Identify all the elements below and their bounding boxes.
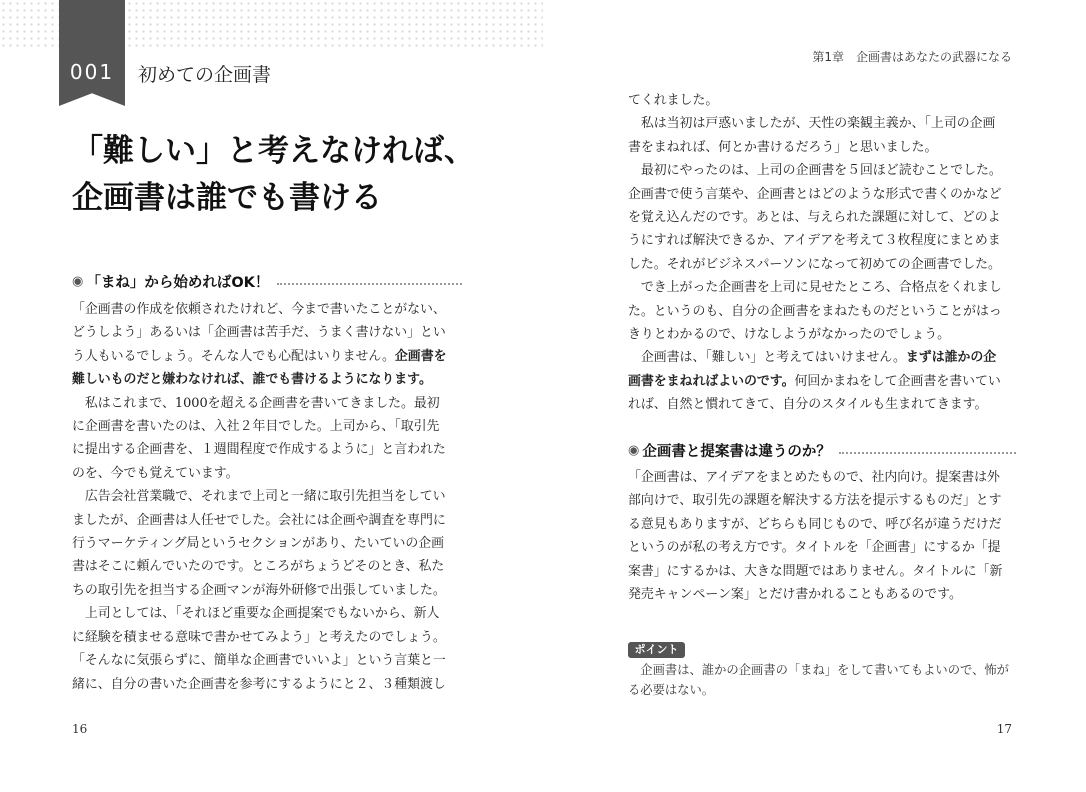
text-segment: ちの取引先を担当する企画マンが海外研修で出張していました。: [72, 582, 446, 598]
chapter-title-line-1: 「難しい」と考えなければ、: [72, 133, 475, 169]
text-segment: た。というのも、自分の企画書をまねたものだということがはっ: [628, 303, 1002, 319]
text-segment: した。それがビジネスパーソンになって初めての企画書でした。: [628, 256, 1001, 272]
text-line: [72, 438, 446, 461]
section-title: 初めての企画書: [138, 64, 272, 86]
text-segment: 書はそこに頼んでいたのです。ところがちょうどそのとき、私た: [72, 559, 445, 575]
right-body-text-2: [628, 466, 1002, 606]
text-line: [628, 536, 1002, 559]
circled-dot-icon: ◉: [628, 443, 640, 458]
text-segment: 「企画書は、アイデアをまとめたもので、社内向け。提案書は外: [628, 470, 1000, 485]
text-line: [628, 513, 1002, 536]
text-segment: を覚え込んだのです。あとは、与えられた課題に対して、どのよ: [628, 210, 1001, 226]
text-segment: る意見もありますが、どちらも同じもので、呼び名が違うだけだ: [628, 516, 1002, 532]
left-body-text: [72, 298, 446, 696]
text-line: [628, 300, 1002, 323]
page-number-right: 17: [996, 722, 1012, 736]
text-line: [628, 136, 1002, 159]
subheading-text: 企画書と提案書は違うのか？: [642, 444, 831, 460]
text-segment: 広告会社営業職で、それまで上司と一緒に取引先担当をしてい: [72, 489, 446, 505]
text-segment: 部向けで、取引先の課題を解決する方法を提示するものだ」とす: [628, 493, 1002, 509]
point-badge: ポイント: [628, 642, 685, 658]
text-segment: う人もいるでしょう。そんな人でも心配はいりません。: [72, 348, 395, 364]
text-line: [72, 555, 446, 578]
text-line: [628, 253, 1002, 276]
text-line: [72, 368, 446, 391]
text-line: [628, 370, 1002, 393]
text-segment: に企画書を書いたのは、入社２年目でした。上司から、「取引先: [72, 419, 440, 435]
text-line: [72, 392, 446, 415]
point-line: る必要はない。: [628, 683, 715, 697]
right-body-text-1: [628, 89, 1002, 417]
text-segment: ましたが、企画書は人任せでした。会社には企画や調査を専門に: [72, 512, 446, 528]
text-line: [628, 112, 1002, 135]
running-head: 第1章 企画書はあなたの武器になる: [812, 50, 1012, 64]
dotted-leader: [839, 452, 1016, 454]
text-segment: 企画書で使う言葉や、企画書とはどのような形式で書くのかなど: [628, 186, 1002, 202]
text-line: [72, 509, 446, 532]
section-ribbon: [59, 0, 125, 106]
text-line: [72, 532, 446, 555]
text-segment: に経験を積ませる意味で書かせてみよう」と考えたのでしょう。: [72, 629, 446, 645]
text-segment: 「そんなに気張らずに、簡単な企画書でいいよ」という言葉と一: [72, 653, 446, 669]
text-segment: のを、今でも覚えています。: [72, 465, 239, 481]
text-segment: 何回かまねをして企画書を書いてい: [794, 373, 1001, 389]
text-line: [72, 602, 446, 625]
emphasis-text: 画書をまねればよいのです。: [628, 373, 795, 389]
text-line: [628, 489, 1002, 512]
text-line: [628, 346, 1002, 369]
text-line: [72, 298, 446, 321]
chapter-title-line-2: 企画書は誰でも書ける: [72, 180, 382, 216]
emphasis-text: 企画書を: [394, 348, 447, 364]
text-segment: 発売キャンペーン案」とだけ書かれることもあるのです。: [628, 587, 962, 603]
text-line: [72, 415, 446, 438]
text-line: [72, 345, 446, 368]
text-segment: どうしよう」あるいは「企画書は苦手だ、うまく書けない」とい: [72, 325, 446, 341]
text-segment: でき上がった企画書を上司に見せたところ、合格点をくれまし: [628, 280, 1002, 296]
chapter-title: [72, 128, 502, 222]
dotted-leader: [277, 283, 462, 285]
text-line: [628, 276, 1002, 299]
text-line: [628, 206, 1002, 229]
text-line: [628, 89, 1002, 112]
text-line: [72, 626, 446, 649]
section-number: 001: [69, 60, 115, 84]
text-segment: 緒に、自分の書いた企画書を参考にするようにと２、３種類渡し: [72, 676, 446, 692]
text-segment: 行うマーケティング局というセクションがあり、たいていの企画: [72, 536, 445, 552]
text-segment: てくれました。: [628, 93, 719, 108]
text-line: [72, 485, 446, 508]
text-line: [72, 579, 446, 602]
text-line: [628, 393, 1002, 416]
point-text: [628, 660, 1009, 700]
text-segment: うにすれば解決できるか、アイデアを考えて３枚程度にまとめま: [628, 233, 1001, 249]
subheading-kikaku-teian: [628, 440, 1016, 461]
text-segment: というのが私の考え方です。タイトルを「企画書」にするか「提: [628, 540, 1001, 556]
subheading-text: 「まね」から始めればOK！: [86, 275, 270, 291]
page-number-left: 16: [72, 722, 88, 736]
text-segment: 最初にやったのは、上司の企画書を５回ほど読むことでした。: [628, 163, 1002, 179]
text-line: [628, 466, 1002, 489]
point-line: 企画書は、誰かの企画書の「まね」をして書いてもよいので、怖が: [628, 663, 1009, 677]
text-segment: 上司としては、「それほど重要な企画提案でもないから、新人: [72, 606, 440, 622]
text-segment: 書をまねれば、何とか書けるだろう」と思いました。: [628, 139, 938, 155]
text-segment: 私は当初は戸惑いましたが、天性の楽観主義か、「上司の企画: [628, 116, 996, 132]
text-line: [628, 183, 1002, 206]
text-segment: 「企画書の作成を依頼されたけれど、今まで書いたことがない、: [72, 302, 446, 317]
text-line: [72, 462, 446, 485]
emphasis-text: まずは誰かの企: [905, 350, 997, 366]
text-segment: 企画書は、「難しい」と考えてはいけません。: [628, 350, 906, 366]
subheading-mane: [72, 271, 462, 292]
text-line: [628, 323, 1002, 346]
emphasis-text: 難しいものだと嫌わなければ、誰でも書けるようになります。: [72, 372, 432, 388]
text-segment: 案書」にするかは、大きな問題ではありません。タイトルに「新: [628, 563, 1003, 579]
text-segment: に提出する企画書を、１週間程度で作成するように」と言われた: [72, 442, 446, 458]
text-line: [72, 649, 446, 672]
text-segment: きりとわかるので、けなしようがなかったのでしょう。: [628, 327, 951, 343]
circled-dot-icon: ◉: [72, 274, 84, 289]
text-line: [72, 673, 446, 696]
text-line: [628, 229, 1002, 252]
text-segment: 私はこれまで、1000を超える企画書を書いてきました。最初: [72, 395, 440, 411]
text-line: [628, 159, 1002, 182]
text-line: [628, 583, 1002, 606]
text-line: [72, 321, 446, 344]
text-segment: れば、自然と慣れてきて、自分のスタイルも生まれてきます。: [628, 397, 988, 413]
text-line: [628, 560, 1002, 583]
